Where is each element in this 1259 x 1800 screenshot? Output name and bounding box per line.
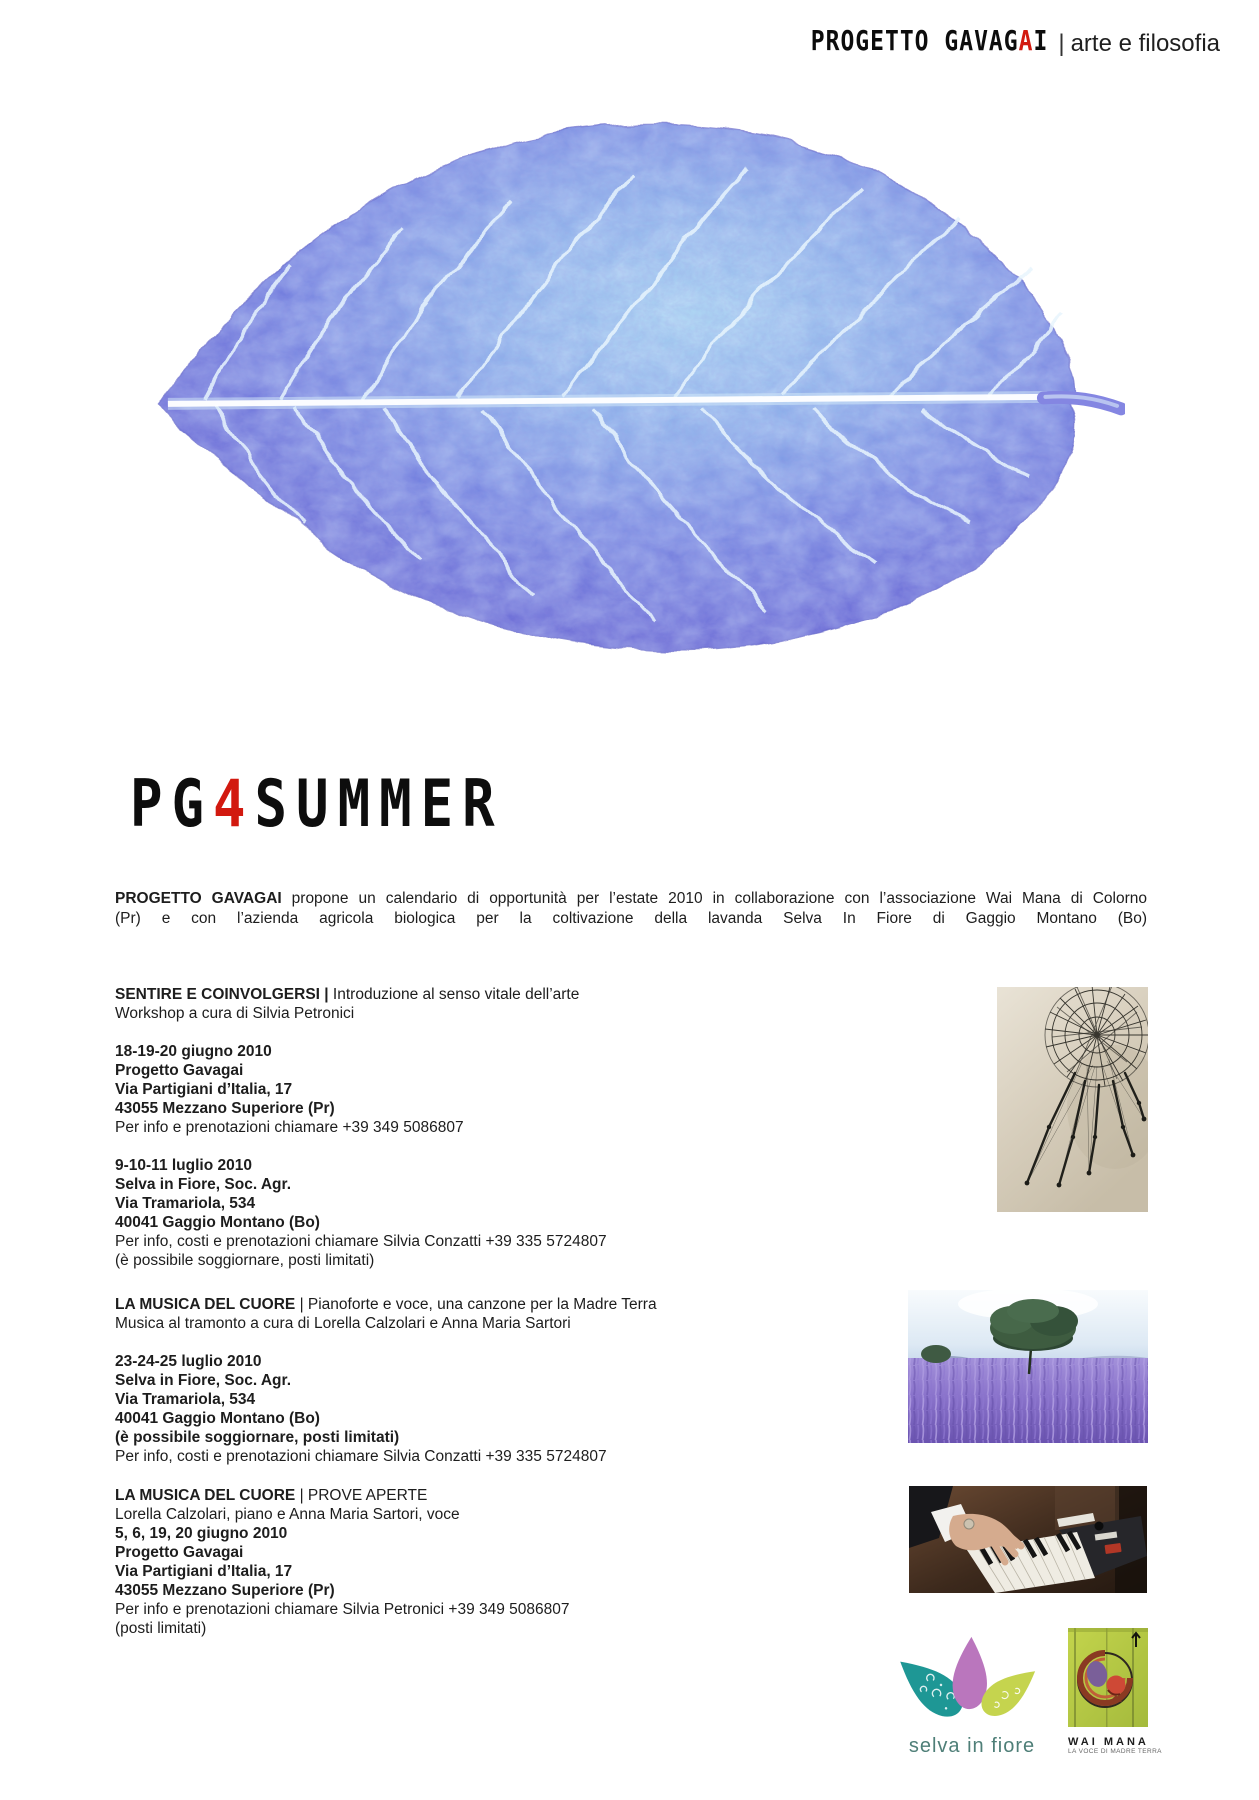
event-venue: Selva in Fiore, Soc. Agr. — [115, 1176, 292, 1193]
section-heading: LA MUSICA DEL CUORE | PROVE APERTE — [115, 1487, 428, 1504]
intro-paragraph — [115, 889, 1147, 928]
event-city: 43055 Mezzano Superiore (Pr) — [115, 1100, 335, 1117]
section-sentire-e-coinvolgersi — [115, 985, 895, 1270]
spacer — [115, 1137, 895, 1156]
event-contact: Per info, costi e prenotazioni chiamare Silvia Conzatti +39 335 5724807 — [115, 1233, 607, 1250]
event-city: 43055 Mezzano Superiore (Pr) — [115, 1582, 335, 1599]
wai-mana-subcaption: LA VOCE DI MADRE TERRA — [1068, 1748, 1162, 1755]
event-venue: Selva in Fiore, Soc. Agr. — [115, 1372, 292, 1389]
event-date: 5, 6, 19, 20 giugno 2010 — [115, 1525, 288, 1542]
event-city: 40041 Gaggio Montano (Bo) — [115, 1410, 320, 1427]
header-tagline: arte e filosofia — [1070, 30, 1220, 57]
spacer — [115, 1333, 895, 1352]
event-city: 40041 Gaggio Montano (Bo) — [115, 1214, 320, 1231]
intro-line-2: (Pr) e con l’azienda agricola biologica per la coltivazione della lavanda Selva In Fiore di Gaggio Montano (Bo) — [115, 909, 1147, 927]
brand-logo-text: PROGETTO GAVAGAI — [810, 26, 1049, 57]
header-separator: | — [1058, 30, 1065, 57]
event-contact: Per info e prenotazioni chiamare Silvia Petronici +39 349 5086807 — [115, 1601, 570, 1618]
events-column — [115, 985, 895, 1638]
lavender-field-photo — [908, 1290, 1148, 1443]
event-note: (posti limitati) — [115, 1620, 207, 1637]
section-heading: SENTIRE E COINVOLGERSI | Introduzione al senso vitale dell’arte — [115, 986, 580, 1003]
event-venue: Progetto Gavagai — [115, 1062, 244, 1079]
spacer — [115, 1023, 895, 1042]
section-subtitle: Lorella Calzolari, piano e Anna Maria Sartori, voce — [115, 1506, 460, 1523]
bush — [921, 1345, 951, 1363]
section-prove-aperte — [115, 1486, 895, 1638]
event-note: (è possibile soggiornare, posti limitati) — [115, 1252, 375, 1269]
section-la-musica-del-cuore — [115, 1295, 895, 1466]
event-date: 9-10-11 luglio 2010 — [115, 1157, 252, 1174]
selva-caption: selva in fiore — [908, 1735, 1036, 1757]
selva-in-fiore-logo — [896, 1632, 1048, 1758]
event-contact: Per info e prenotazioni chiamare +39 349 5086807 — [115, 1119, 464, 1136]
title-accent-4: 4 — [213, 766, 255, 842]
section-heading: LA MUSICA DEL CUORE | Pianoforte e voce, una canzone per la Madre Terra — [115, 1296, 657, 1313]
section-subtitle: Workshop a cura di Silvia Petronici — [115, 1005, 355, 1022]
piano-photo — [909, 1486, 1147, 1593]
event-venue: Progetto Gavagai — [115, 1544, 244, 1561]
event-street: Via Tramariola, 534 — [115, 1391, 256, 1408]
brand-accent-letter: A — [1018, 26, 1034, 57]
intro-lead: PROGETTO GAVAGAI — [115, 890, 282, 907]
event-street: Via Partigiani d’Italia, 17 — [115, 1081, 293, 1098]
event-date: 23-24-25 luglio 2010 — [115, 1353, 262, 1370]
event-date: 18-19-20 giugno 2010 — [115, 1043, 272, 1060]
event-street: Via Tramariola, 534 — [115, 1195, 256, 1212]
leaf-body — [158, 125, 1076, 650]
event-note: (è possibile soggiornare, posti limitati) — [115, 1429, 400, 1446]
section-subtitle: Musica al tramonto a cura di Lorella Calzolari e Anna Maria Sartori — [115, 1315, 571, 1332]
header — [0, 26, 1220, 58]
intro-line-1: PROGETTO GAVAGAI propone un calendario di opportunità per l’estate 2010 in collaborazione con l’associazione Wai Mana di Colorno — [115, 890, 1147, 907]
wai-mana-caption: WAI MANA — [1068, 1736, 1149, 1748]
sculpture-photo — [997, 987, 1148, 1212]
wai-mana-logo — [1068, 1628, 1162, 1755]
event-street: Via Partigiani d’Italia, 17 — [115, 1563, 293, 1580]
page-title: PG4SUMMER — [130, 766, 504, 842]
leaf-print-image — [150, 106, 1125, 656]
ring — [964, 1519, 974, 1529]
event-contact: Per info, costi e prenotazioni chiamare Silvia Conzatti +39 335 5724807 — [115, 1448, 607, 1465]
